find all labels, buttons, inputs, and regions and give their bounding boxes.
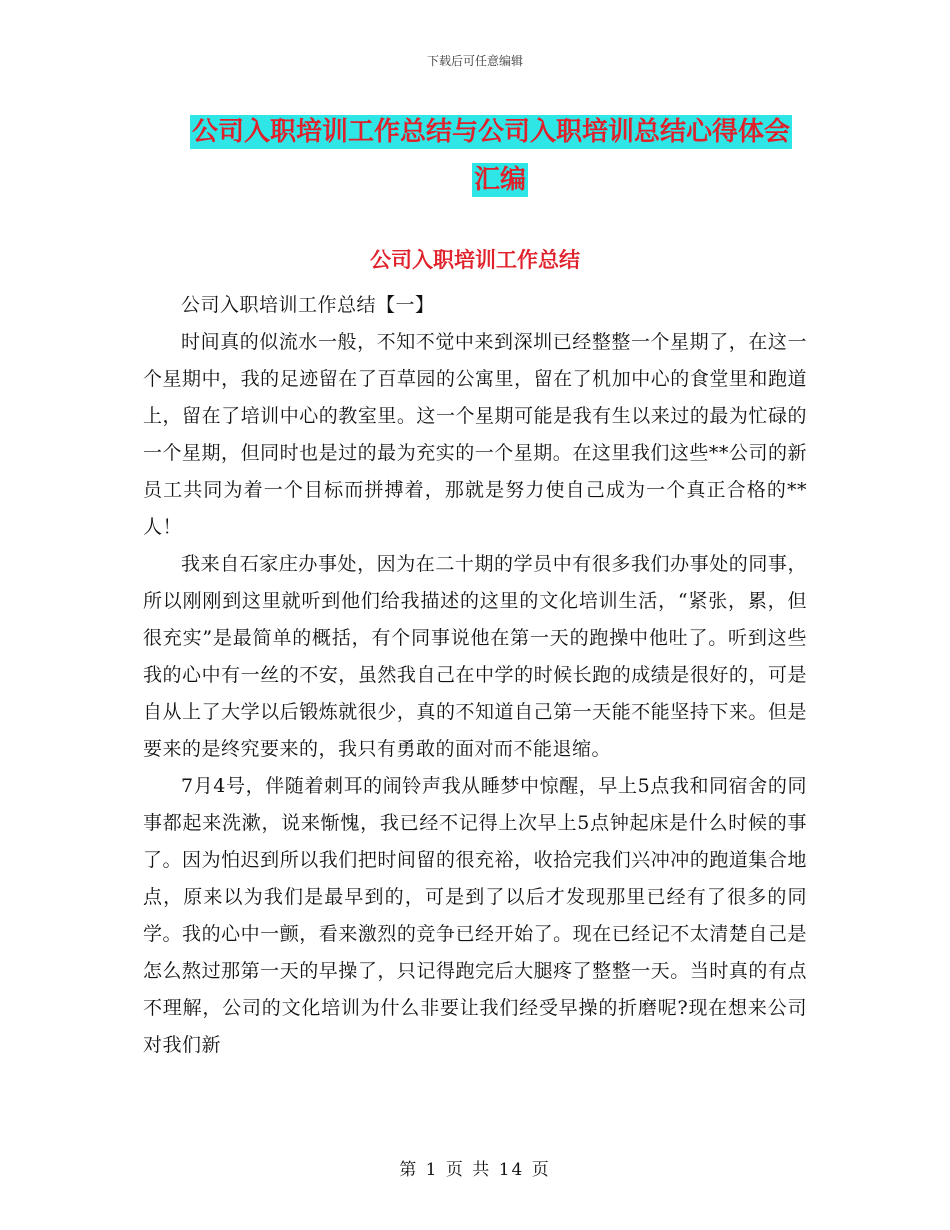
- header-note: 下载后可任意编辑: [426, 54, 523, 68]
- paragraph: 时间真的似流水一般，不知不觉中来到深圳已经整整一个星期了，在这一个星期中，我的足迹留在了百草园的公寓里，留在了机加中心的食堂里和跑道上，留在了培训中心的教室里。这一个星期可能是我有生以来过的最为忙碌的一个星期，但同时也是过的最为充实的一个星期。在这里我们这些**公司的新员工共同为着一个目标而拼搏着，那就是努力使自己成为一个真正合格的**人！: [143, 331, 807, 538]
- title-line-1: 公司入职培训工作总结与公司入职培训总结心得体会: [192, 117, 791, 147]
- page-footer: 第 1 页 共 14 页: [399, 1160, 551, 1180]
- paragraph: 7月4号，伴随着刺耳的闹铃声我从睡梦中惊醒，早上5点我和同宿舍的同事都起来洗漱，说来惭愧，我已经不记得上次早上5点钟起床是什么时候的事了。因为怕迟到所以我们把时间留的很充裕，收拾完我们兴冲冲的跑道集合地点，原来以为我们是最早到的，可是到了以后才发现那里已经有了很多的同学。我的心中一颤，看来激烈的竞争已经开始了。现在已经记不太清楚自己是怎么熬过那第一天的早操了，只记得跑完后大腿疼了整整一天。当时真的有点不理解，公司的文化培训为什么非要让我们经受早操的折磨呢?现在想来公司对我们新: [143, 775, 807, 1056]
- paragraph: 我来自石家庄办事处，因为在二十期的学员中有很多我们办事处的同事，所以刚刚到这里就听到他们给我描述的这里的文化培训生活，“紧张，累，但很充实”是最简单的概括，有个同事说他在第一天的跑操中他吐了。听到这些我的心中有一丝的不安，虽然我自己在中学的时候长跑的成绩是很好的，可是自从上了大学以后锻炼就很少，真的不知道自己第一天能不能坚持下来。但是要来的是终究要来的，我只有勇敢的面对而不能退缩。: [143, 553, 807, 760]
- section-title: 公司入职培训工作总结: [370, 248, 580, 272]
- document-title: [190, 108, 810, 204]
- title-line-2: 汇编: [473, 165, 526, 195]
- body-text: [143, 287, 807, 1064]
- subsection-heading: 公司入职培训工作总结【一】: [181, 294, 435, 316]
